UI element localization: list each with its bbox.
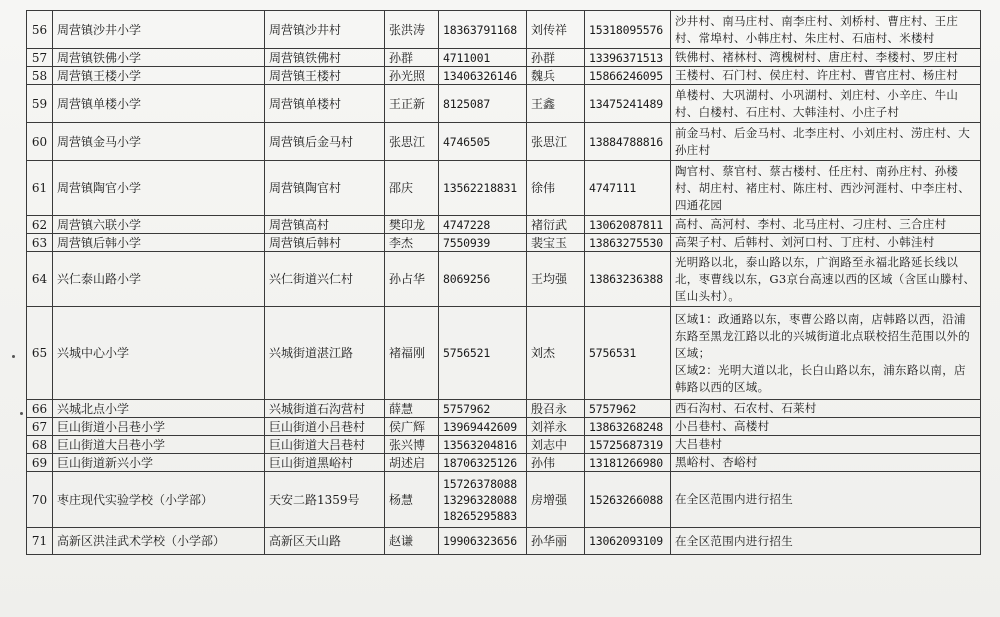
contact-phone-1 [439,49,527,67]
phone-number: 18363791168 [443,22,517,37]
row-number: 61 [27,161,53,216]
contact-phone-2: 13863236388 [585,252,671,307]
contact-name-2: 王均强 [527,252,585,307]
school-address: 高新区天山路 [265,528,385,555]
contact-phone-1 [439,234,527,252]
school-name: 周营镇王楼小学 [53,67,265,85]
table-row [27,528,981,555]
school-name: 兴仁泰山路小学 [53,252,265,307]
phone-number: 5757962 [443,401,491,416]
table-row [27,252,981,307]
phone-number: 15726378088 [443,476,517,491]
school-address: 巨山街道小吕巷村 [265,418,385,436]
contact-phone-2: 13863268248 [585,418,671,436]
phone-number: 8069256 [443,272,491,286]
phone-number: 13969442609 [443,419,517,434]
enrollment-area: 在全区范围内进行招生 [671,472,981,528]
table-row [27,49,981,67]
contact-name-2: 孙伟 [527,454,585,472]
contact-name-2: 裴宝玉 [527,234,585,252]
school-address: 天安二路1359号 [265,472,385,528]
phone-number: 4747228 [443,217,491,232]
phone-number: 13562218831 [443,181,517,195]
school-name: 周营镇六联小学 [53,216,265,234]
contact-phone-2: 13884788816 [585,123,671,161]
contact-phone-2: 13863275530 [585,234,671,252]
school-name: 高新区洪洼武术学校（小学部） [53,528,265,555]
contact-name-2: 张思江 [527,123,585,161]
table-row [27,161,981,216]
contact-name-1: 孙占华 [385,252,439,307]
contact-name-1: 赵谦 [385,528,439,555]
contact-name-1: 孙群 [385,49,439,67]
table-row [27,454,981,472]
phone-number: 7550939 [443,235,491,250]
enrollment-area: 在全区范围内进行招生 [671,528,981,555]
school-name: 兴城北点小学 [53,400,265,418]
table-row [27,400,981,418]
school-name: 周营镇金马小学 [53,123,265,161]
phone-number: 4711001 [443,50,491,65]
table-row [27,436,981,454]
contact-name-1: 薛慧 [385,400,439,418]
contact-phone-1 [439,528,527,555]
enrollment-area: 前金马村、后金马村、北李庄村、小刘庄村、涝庄村、大孙庄村 [671,123,981,161]
contact-name-1: 褚福刚 [385,307,439,400]
contact-phone-2: 5756531 [585,307,671,400]
enrollment-area: 沙井村、南马庄村、南李庄村、刘桥村、曹庄村、王庄村、常埠村、小韩庄村、朱庄村、石庙村、米楼村 [671,11,981,49]
table-row [27,216,981,234]
contact-phone-1 [439,123,527,161]
phone-number: 13296328088 [443,492,517,507]
contact-name-2: 魏兵 [527,67,585,85]
row-number: 59 [27,85,53,123]
table-row [27,234,981,252]
contact-phone-2: 13062087811 [585,216,671,234]
enrollment-area: 西石沟村、石农村、石莱村 [671,400,981,418]
contact-name-1: 樊印龙 [385,216,439,234]
school-address: 巨山街道黑峪村 [265,454,385,472]
school-address: 周营镇沙井村 [265,11,385,49]
contact-name-1: 孙光照 [385,67,439,85]
row-number: 58 [27,67,53,85]
contact-phone-1 [439,252,527,307]
table-row [27,472,981,528]
school-address: 周营镇后韩村 [265,234,385,252]
school-name: 枣庄现代实验学校（小学部） [53,472,265,528]
enrollment-area: 高架子村、后韩村、刘河口村、丁庄村、小韩洼村 [671,234,981,252]
phone-number: 4746505 [443,134,491,149]
contact-name-2: 王鑫 [527,85,585,123]
contact-name-2: 刘志中 [527,436,585,454]
contact-phone-2: 13396371513 [585,49,671,67]
school-enrollment-table [26,10,981,555]
contact-name-1: 胡述启 [385,454,439,472]
enrollment-area: 陶官村、蔡官村、蔡古楼村、任庄村、南孙庄村、孙楼村、胡庄村、褚庄村、陈庄村、西沙河涯村、中李庄村、四通花园 [671,161,981,216]
table-row [27,418,981,436]
table-body [27,11,981,555]
contact-phone-1 [439,216,527,234]
contact-phone-2: 13181266980 [585,454,671,472]
contact-phone-1 [439,436,527,454]
contact-phone-1 [439,307,527,400]
enrollment-area: 小吕巷村、高楼村 [671,418,981,436]
contact-phone-1 [439,11,527,49]
row-number: 68 [27,436,53,454]
table-row [27,85,981,123]
contact-name-2: 刘祥永 [527,418,585,436]
school-address: 兴城街道湛江路 [265,307,385,400]
contact-phone-1 [439,400,527,418]
phone-number: 19906323656 [443,534,517,548]
school-name: 周营镇单楼小学 [53,85,265,123]
row-number: 67 [27,418,53,436]
row-number: 57 [27,49,53,67]
school-name: 周营镇陶官小学 [53,161,265,216]
contact-phone-1 [439,85,527,123]
school-name: 周营镇铁佛小学 [53,49,265,67]
school-address: 巨山街道大吕巷村 [265,436,385,454]
contact-phone-1 [439,454,527,472]
contact-name-1: 张兴博 [385,436,439,454]
table-row [27,67,981,85]
table-row [27,11,981,49]
contact-phone-2: 15725687319 [585,436,671,454]
contact-name-2: 刘传祥 [527,11,585,49]
row-number: 64 [27,252,53,307]
enrollment-area: 高村、高河村、李村、北马庄村、刁庄村、三合庄村 [671,216,981,234]
contact-name-1: 张思江 [385,123,439,161]
contact-phone-2: 15866246095 [585,67,671,85]
contact-phone-1 [439,161,527,216]
row-number: 69 [27,454,53,472]
enrollment-area: 王楼村、石门村、侯庄村、许庄村、曹官庄村、杨庄村 [671,67,981,85]
contact-name-2: 孙群 [527,49,585,67]
contact-phone-1 [439,472,527,528]
contact-name-1: 杨慧 [385,472,439,528]
contact-name-1: 李杰 [385,234,439,252]
row-number: 63 [27,234,53,252]
phone-number: 18265295883 [443,508,517,523]
phone-number: 18706325126 [443,455,517,470]
contact-phone-2: 15318095576 [585,11,671,49]
school-address: 周营镇王楼村 [265,67,385,85]
school-address: 周营镇陶官村 [265,161,385,216]
phone-number: 5756521 [443,346,491,360]
school-address: 周营镇铁佛村 [265,49,385,67]
row-number: 65 [27,307,53,400]
row-number: 71 [27,528,53,555]
contact-name-1: 邵庆 [385,161,439,216]
school-address: 周营镇高村 [265,216,385,234]
school-name: 兴城中心小学 [53,307,265,400]
contact-name-2: 殷召永 [527,400,585,418]
table-row [27,307,981,400]
contact-name-2: 房增强 [527,472,585,528]
enrollment-area: 单楼村、大巩湖村、小巩湖村、刘庄村、小辛庄、牛山村、白楼村、石庄村、大韩洼村、小庄子村 [671,85,981,123]
row-number: 56 [27,11,53,49]
school-address: 兴仁街道兴仁村 [265,252,385,307]
contact-name-1: 张洪涛 [385,11,439,49]
school-name: 巨山街道小吕巷小学 [53,418,265,436]
contact-name-2: 褚衍武 [527,216,585,234]
enrollment-area: 区域1：政通路以东，枣曹公路以南，店韩路以西，沿浦东路至黑龙江路以北的兴城街道北点联校招生范围以外的区域； 区域2：光明大道以北，长白山路以东，浦东路以南，店韩路以西的区域。 [671,307,981,400]
row-number: 62 [27,216,53,234]
contact-name-1: 侯广辉 [385,418,439,436]
school-address: 兴城街道石沟营村 [265,400,385,418]
enrollment-area: 黑峪村、杏峪村 [671,454,981,472]
contact-phone-2: 5757962 [585,400,671,418]
school-address: 周营镇后金马村 [265,123,385,161]
contact-phone-2: 15263266088 [585,472,671,528]
contact-name-2: 徐伟 [527,161,585,216]
enrollment-area: 铁佛村、褚林村、湾槐树村、唐庄村、李楼村、罗庄村 [671,49,981,67]
contact-phone-1 [439,418,527,436]
row-number: 70 [27,472,53,528]
school-address: 周营镇单楼村 [265,85,385,123]
phone-number: 13563204816 [443,437,517,452]
contact-phone-1 [439,67,527,85]
school-name: 巨山街道大吕巷小学 [53,436,265,454]
contact-phone-2: 13475241489 [585,85,671,123]
enrollment-area: 光明路以北，泰山路以东，广润路至永福北路延长线以北，枣曹线以东，G3京台高速以西的区域（含匡山滕村、匡山头村）。 [671,252,981,307]
contact-name-2: 孙华丽 [527,528,585,555]
school-name: 周营镇后韩小学 [53,234,265,252]
phone-number: 8125087 [443,96,491,111]
contact-phone-2: 4747111 [585,161,671,216]
school-name: 周营镇沙井小学 [53,11,265,49]
school-name: 巨山街道新兴小学 [53,454,265,472]
scan-speck [12,355,15,358]
phone-number: 13406326146 [443,68,517,83]
enrollment-area: 大吕巷村 [671,436,981,454]
row-number: 60 [27,123,53,161]
contact-name-1: 王正新 [385,85,439,123]
row-number: 66 [27,400,53,418]
table-row [27,123,981,161]
scan-speck [20,412,23,415]
contact-name-2: 刘杰 [527,307,585,400]
contact-phone-2: 13062093109 [585,528,671,555]
